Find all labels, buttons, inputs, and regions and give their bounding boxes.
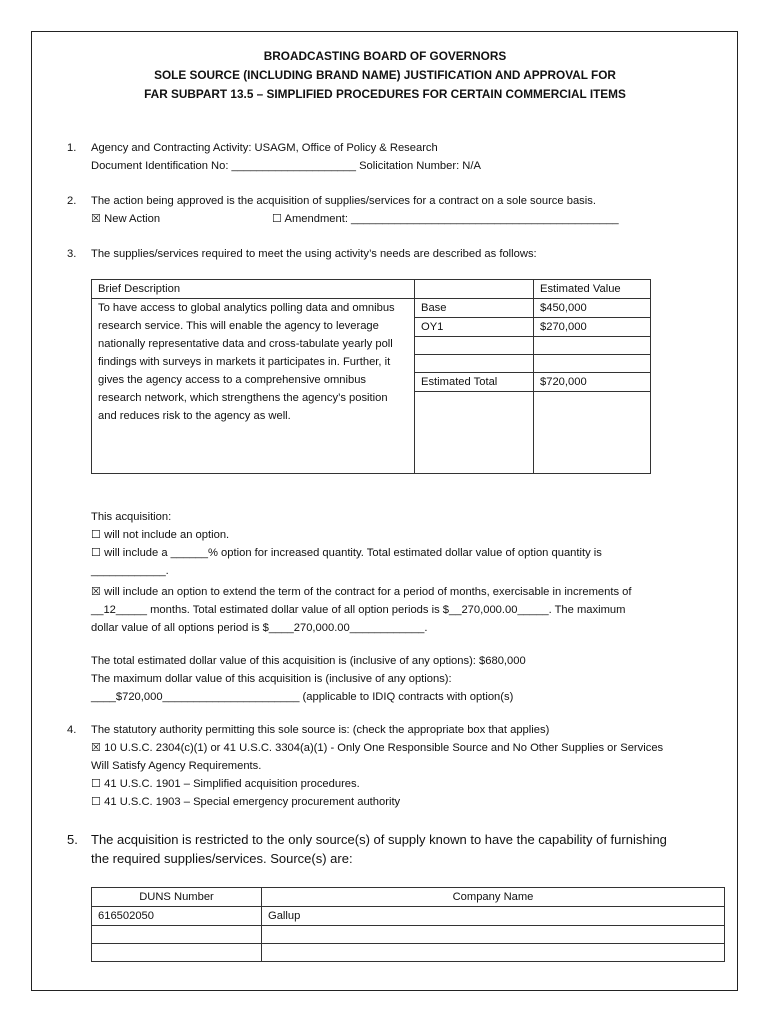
row-oy1-value: $270,000 [534, 318, 651, 337]
title-line-2: SOLE SOURCE (INCLUDING BRAND NAME) JUSTIFICATION AND APPROVAL FOR [154, 68, 616, 82]
col-estimated-value: Estimated Value [534, 280, 651, 299]
title-line-1: BROADCASTING BOARD OF GOVERNORS [263, 49, 507, 63]
section-3-number: 3. [67, 248, 77, 260]
authority-one-source-line-2: Will Satisfy Agency Requirements. [91, 760, 262, 772]
duns-cell: 616502050 [92, 907, 262, 926]
col-company-name: Company Name [262, 888, 725, 907]
new-action-checkbox[interactable]: ☒ New Action [91, 213, 161, 225]
section-2-number: 2. [67, 195, 77, 207]
col-empty-header [415, 280, 534, 299]
sources-table [91, 887, 725, 962]
authority-simplified-checkbox[interactable]: ☐ 41 U.S.C. 1901 – Simplified acquisition procedures. [91, 778, 360, 790]
title-line-3: FAR SUBPART 13.5 – SIMPLIFIED PROCEDURES FOR CERTAIN COMMERCIAL ITEMS [144, 87, 626, 101]
total-estimated-value: The total estimated dollar value of this acquisition is (inclusive of any options): $680,000 [91, 655, 526, 667]
brief-description-text: To have access to global analytics polling data and omnibus research service. This will enable the agency to leverage nationally representative data and cross-tabulate yearly poll findings with surveys in markets it participates in. Further, it gives the agency access to a comprehensive omnibus research network, which strengthens the agency’s position and reduces risk to the agency as well. [92, 299, 415, 474]
source-restriction-line-1: The acquisition is restricted to the only source(s) of supply known to have the capability of furnishing [91, 832, 667, 847]
authority-one-source-checkbox[interactable]: ☒ 10 U.S.C. 2304(c)(1) or 41 U.S.C. 3304(a)(1) - Only One Responsible Source and No Other Supplies or Services [91, 742, 664, 754]
option-term-line-2: __12_____ months. Total estimated dollar value of all option periods is $__270,000.00_____. The maximum [91, 604, 626, 616]
supplies-intro: The supplies/services required to meet the using activity’s needs are described as follows: [91, 248, 537, 260]
company-cell: Gallup [262, 907, 725, 926]
action-statement: The action being approved is the acquisition of supplies/services for a contract on a sole source basis. [91, 195, 596, 207]
maximum-value-label: The maximum dollar value of this acquisition is (inclusive of any options): [91, 673, 452, 685]
description-table [91, 279, 651, 474]
row-blank-label [415, 337, 534, 355]
authority-emergency-checkbox[interactable]: ☐ 41 U.S.C. 1903 – Special emergency procurement authority [91, 796, 401, 808]
section-1-number: 1. [67, 142, 77, 154]
option-quantity-checkbox[interactable]: ☐ will include a ______% option for increased quantity. Total estimated dollar value of option quantity is [91, 547, 602, 559]
section-5-number: 5. [67, 832, 78, 847]
option-quantity-value: ____________. [91, 565, 169, 577]
col-brief-description: Brief Description [92, 280, 415, 299]
company-cell [262, 926, 725, 944]
row-total-label: Estimated Total [415, 373, 534, 392]
option-term-checkbox[interactable]: ☒ will include an option to extend the term of the contract for a period of months, exercisable in increments of [91, 586, 632, 598]
option-none-checkbox[interactable]: ☐ will not include an option. [91, 529, 230, 541]
col-duns-number: DUNS Number [92, 888, 262, 907]
acquisition-intro: This acquisition: [91, 511, 172, 523]
source-restriction-line-2: the required supplies/services. Source(s) are: [91, 851, 353, 866]
maximum-value: ____$720,000______________________ (applicable to IDIQ contracts with option(s) [91, 691, 514, 703]
row-oy1-label: OY1 [415, 318, 534, 337]
row-filler-label [415, 392, 534, 474]
row-filler-value [534, 392, 651, 474]
row-total-value: $720,000 [534, 373, 651, 392]
duns-cell [92, 926, 262, 944]
row-blank-value [534, 355, 651, 373]
amendment-checkbox[interactable]: ☐ Amendment: ___________________________________________ [272, 213, 619, 225]
company-cell [262, 944, 725, 962]
row-blank-label [415, 355, 534, 373]
document-id-line: Document Identification No: ____________________ Solicitation Number: N/A [91, 160, 481, 172]
agency-line: Agency and Contracting Activity: USAGM, Office of Policy & Research [91, 142, 438, 154]
option-term-line-3: dollar value of all options period is $____270,000.00____________. [91, 622, 428, 634]
authority-intro: The statutory authority permitting this sole source is: (check the appropriate box that applies) [91, 724, 550, 736]
row-blank-value [534, 337, 651, 355]
section-4-number: 4. [67, 724, 77, 736]
row-base-label: Base [415, 299, 534, 318]
duns-cell [92, 944, 262, 962]
row-base-value: $450,000 [534, 299, 651, 318]
